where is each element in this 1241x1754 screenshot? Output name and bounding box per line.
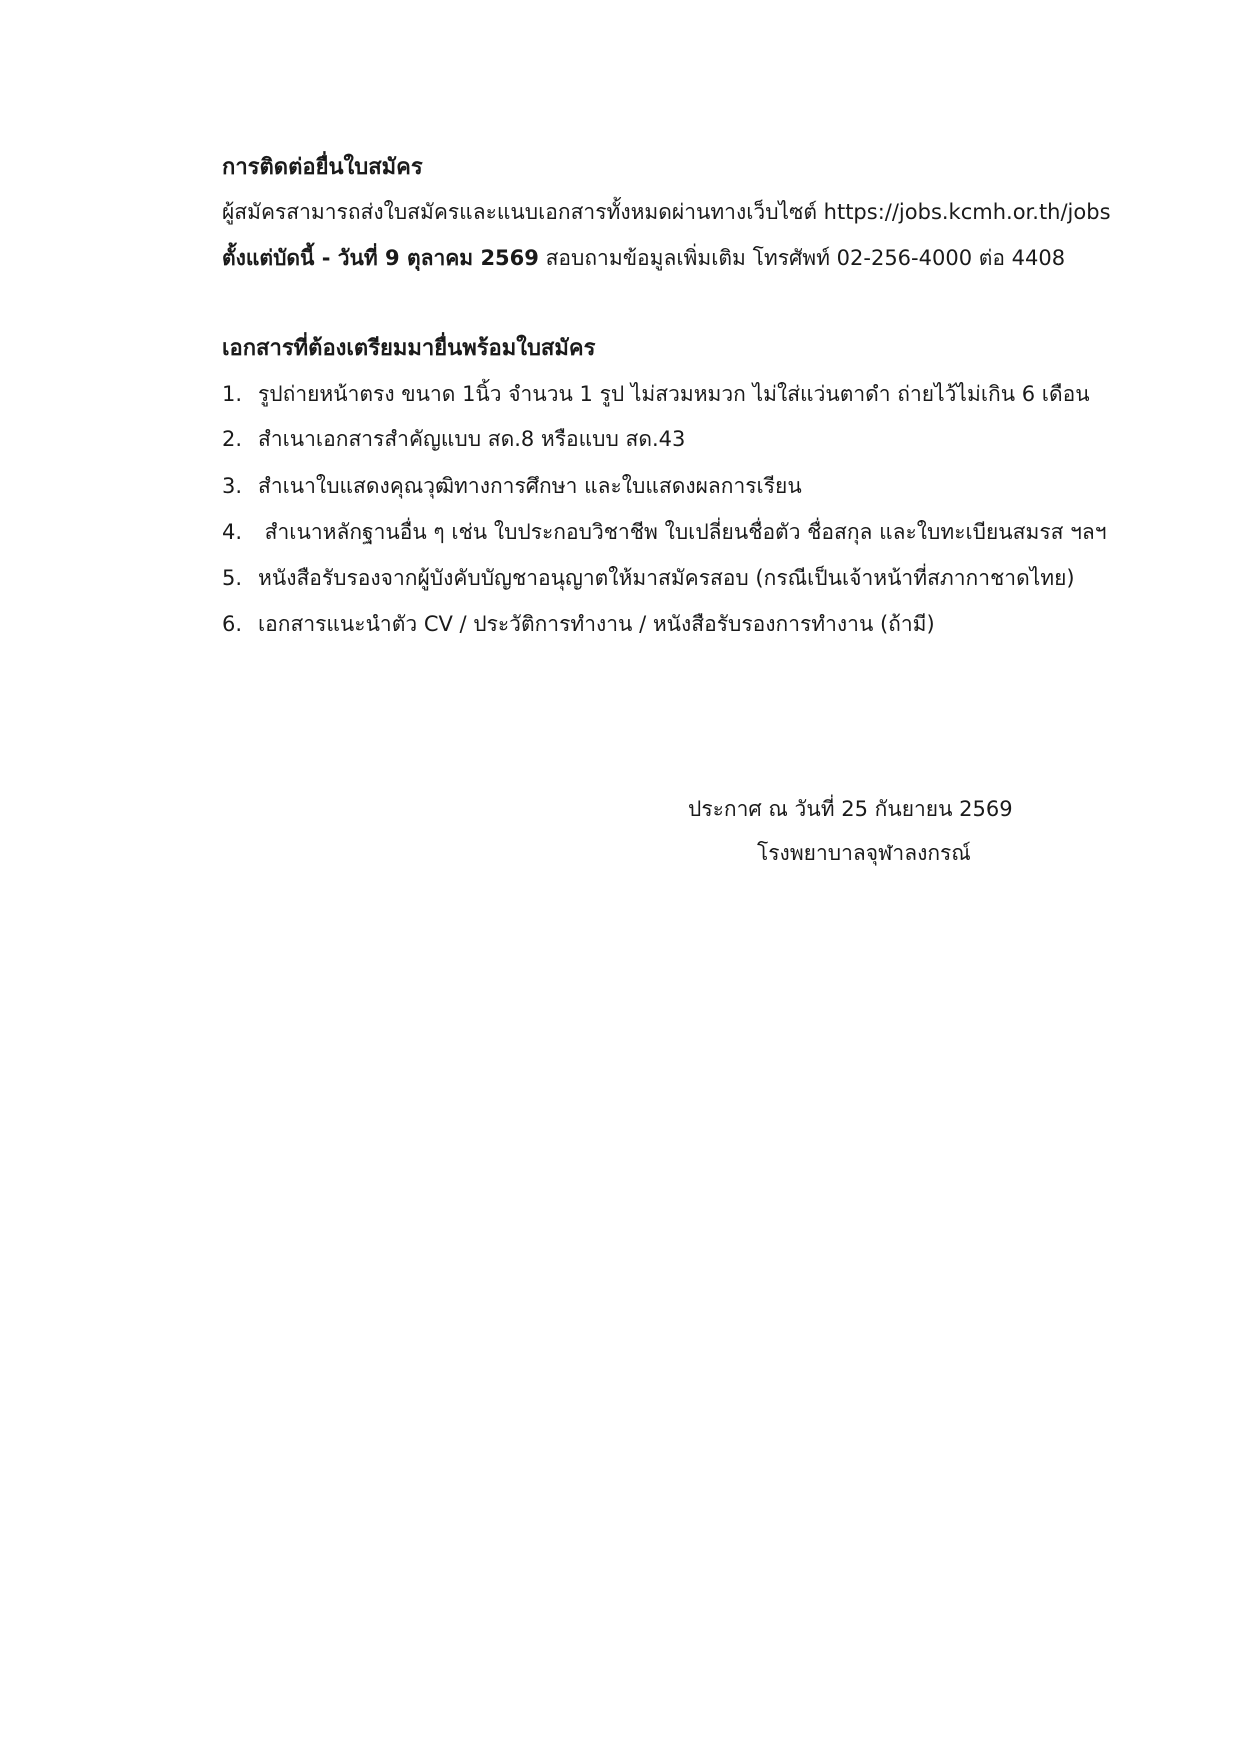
document-item-text: หนังสือรับรองจากผู้บังคับบัญชาอนุญาตให้มาสมัครสอบ (กรณีเป็นเจ้าหน้าที่สภากาชาดไทย)	[258, 566, 1075, 590]
contact-phone: สอบถามข้อมูลเพิ่มเติม โทรศัพท์ 02-256-4000 ต่อ 4408	[538, 246, 1066, 270]
document-item	[222, 517, 1107, 547]
document-item	[222, 563, 1075, 593]
document-item-number: 4.	[222, 520, 243, 544]
document-item-text: สำเนาเอกสารสำคัญแบบ สด.8 หรือแบบ สด.43	[258, 427, 686, 451]
organization-name: โรงพยาบาลจุฬาลงกรณ์	[757, 841, 971, 865]
contact-date-line	[222, 243, 1065, 273]
contact-heading: การติดต่อยื่นใบสมัคร	[222, 155, 423, 180]
document-item	[222, 609, 935, 639]
application-period: ตั้งแต่บัดนี้ - วันที่ 9 ตุลาคม 2569	[222, 246, 539, 270]
announcement-date: ประกาศ ณ วันที่ 25 กันยายน 2569	[688, 797, 1013, 821]
document-item-number: 3.	[222, 474, 243, 498]
document-item-text: สำเนาหลักฐานอื่น ๆ เช่น ใบประกอบวิชาชีพ ใบเปลี่ยนชื่อตัว ชื่อสกุล และใบทะเบียนสมรส ฯลฯ	[258, 520, 1107, 544]
document-item	[222, 471, 802, 501]
documents-heading: เอกสารที่ต้องเตรียมมายื่นพร้อมใบสมัคร	[222, 336, 596, 361]
contact-website-line: ผู้สมัครสามารถส่งใบสมัครและแนบเอกสารทั้งหมดผ่านทางเว็บไซต์ https://jobs.kcmh.or.th/jobs	[222, 200, 1111, 224]
document-item	[222, 424, 685, 454]
document-item-number: 6.	[222, 612, 243, 636]
document-item	[222, 379, 1090, 409]
document-item-text: รูปถ่ายหน้าตรง ขนาด 1นิ้ว จำนวน 1 รูป ไม่สวมหมวก ไม่ใส่แว่นตาดำ ถ่ายไว้ไม่เกิน 6 เดือน	[258, 382, 1090, 406]
document-item-text: เอกสารแนะนำตัว CV / ประวัติการทำงาน / หนังสือรับรองการทำงาน (ถ้ามี)	[258, 612, 935, 636]
document-item-number: 1.	[222, 382, 243, 406]
document-item-text: สำเนาใบแสดงคุณวุฒิทางการศึกษา และใบแสดงผลการเรียน	[258, 474, 802, 498]
document-item-number: 2.	[222, 427, 243, 451]
document-item-number: 5.	[222, 566, 243, 590]
